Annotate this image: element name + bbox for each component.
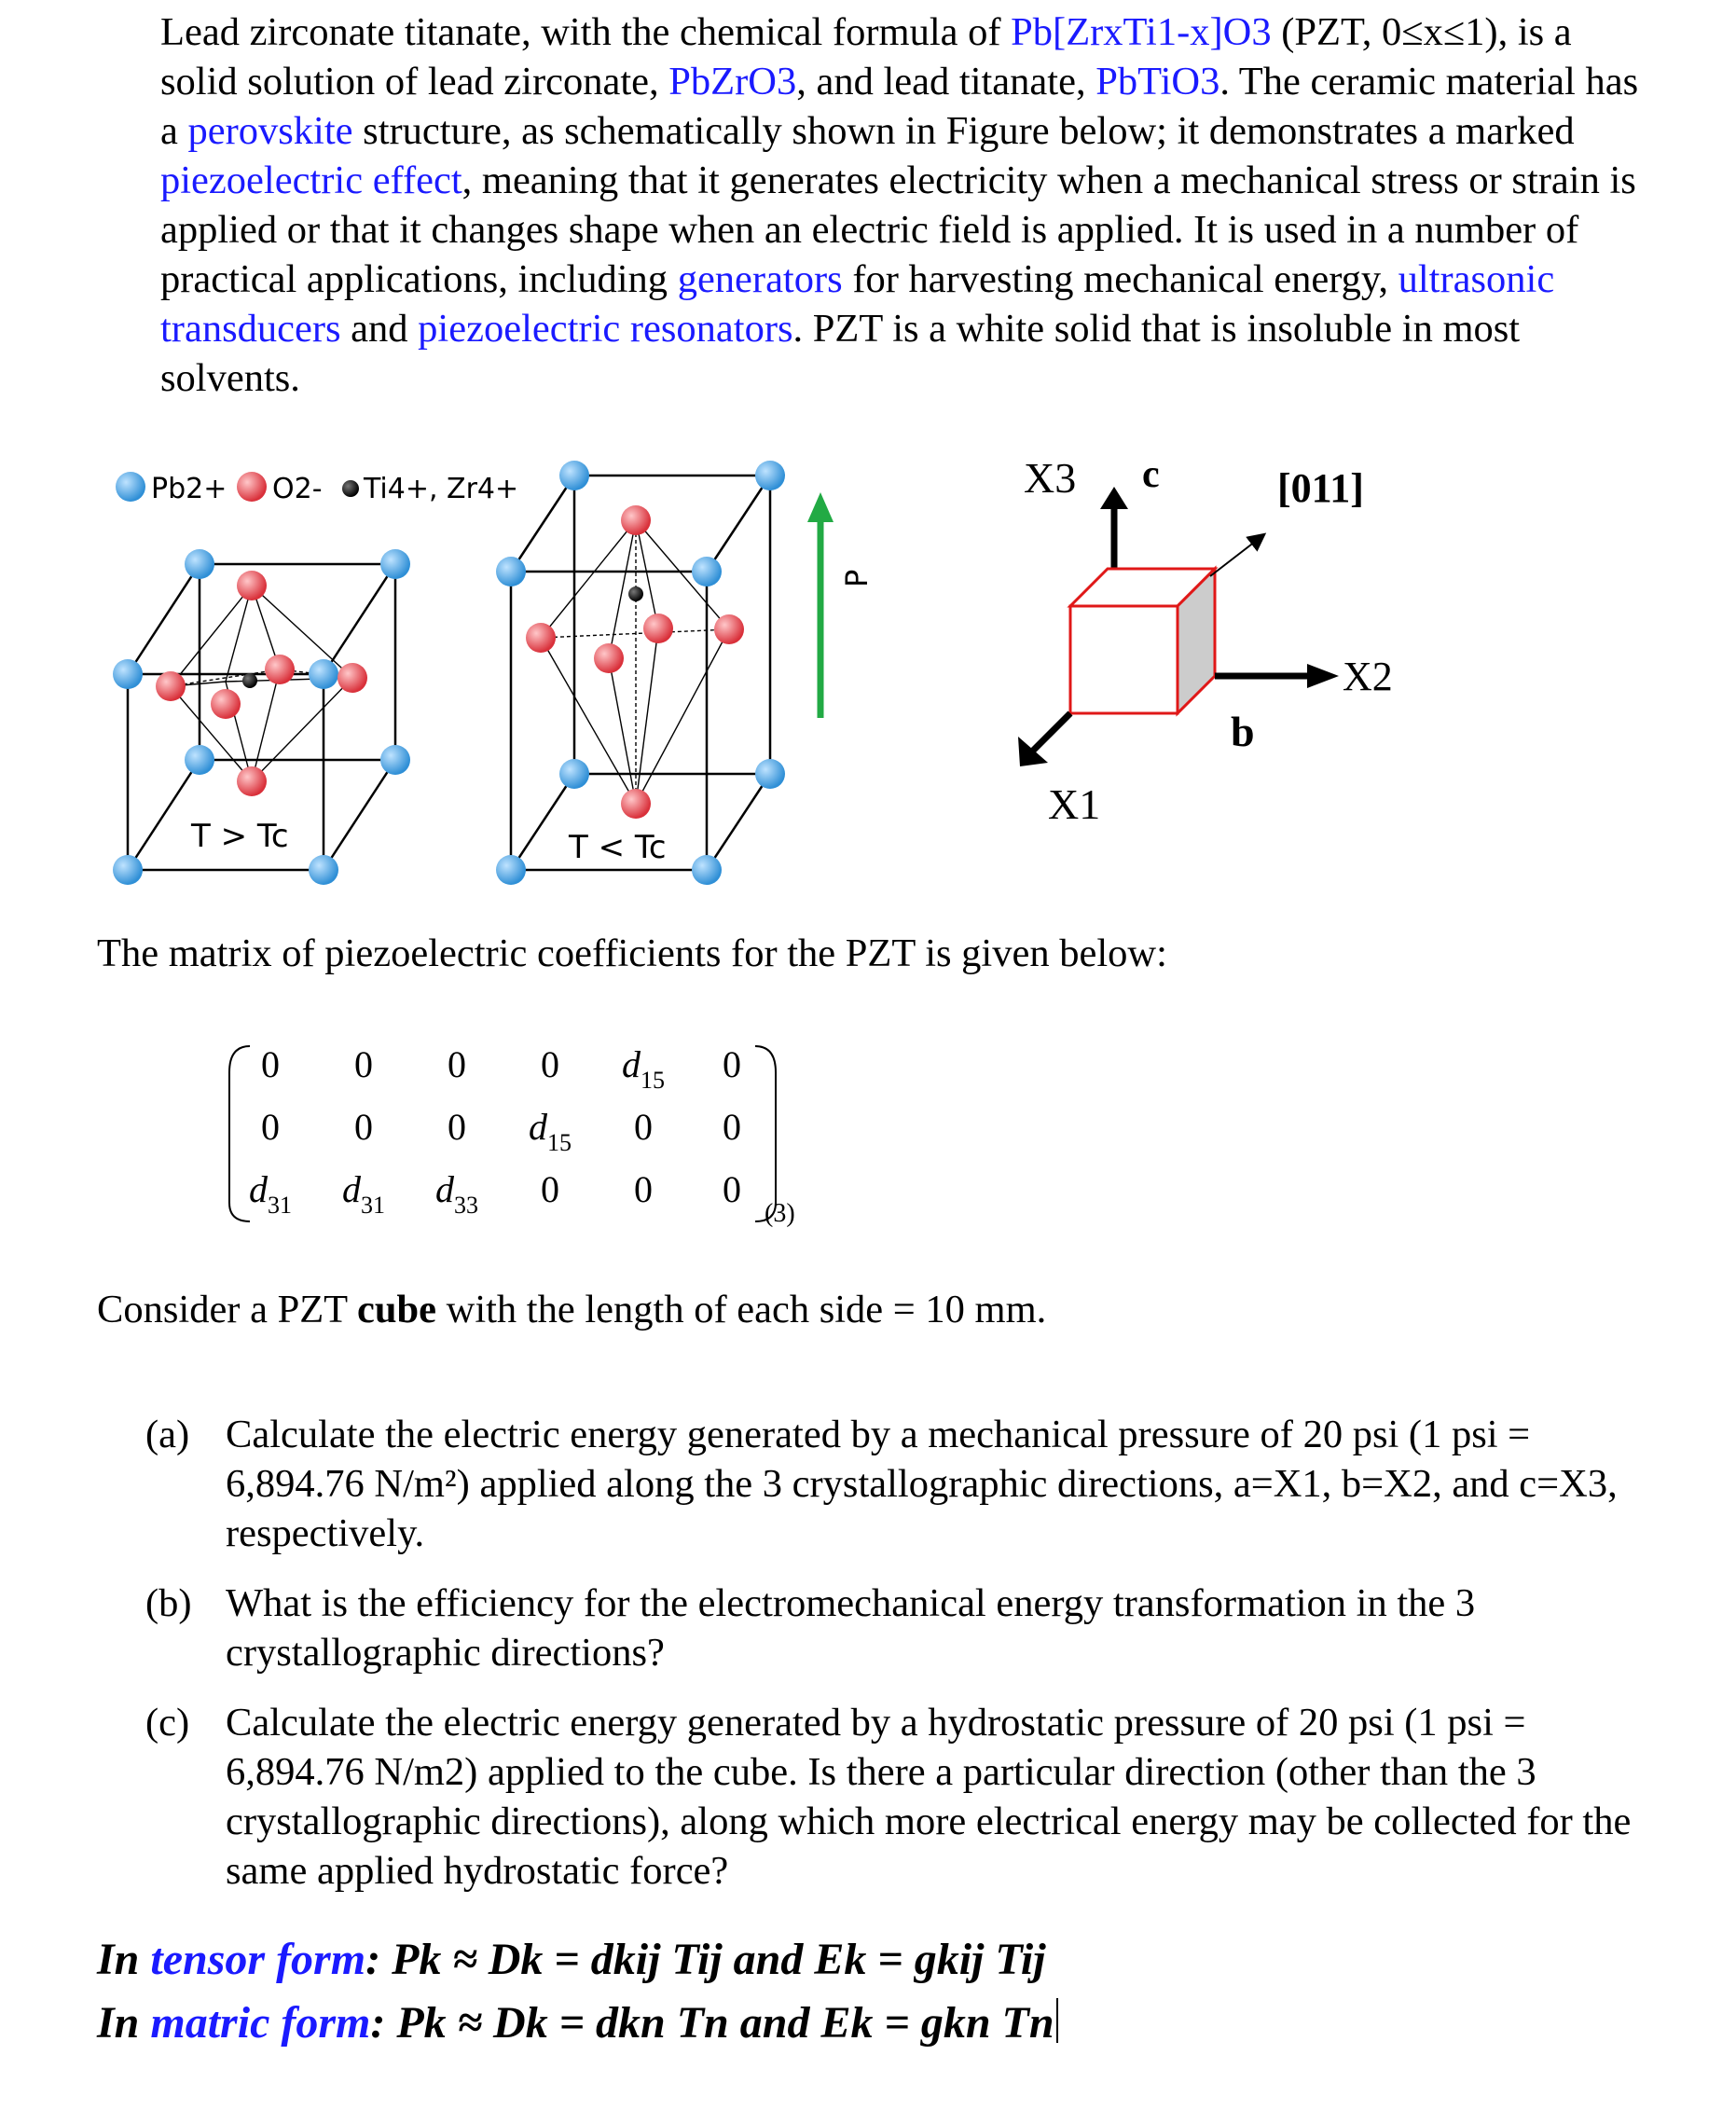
question-c	[145, 1698, 1669, 1896]
matrix-cell-r1-c3: 0	[448, 1043, 466, 1085]
legend-ti-label: Ti4+, Zr4+	[364, 473, 519, 505]
ultrasonic-transducers-link[interactable]: ultrasonic transducers	[160, 257, 1555, 351]
matrix-cell-r1-c1: 0	[261, 1043, 280, 1085]
matric-form-row	[97, 1992, 1058, 2055]
piezoelectric-effect-link[interactable]: piezoelectric effect	[160, 159, 462, 202]
intro-text: structure, as schematically shown in Figure below; it demonstrates a marked	[352, 109, 1575, 153]
formula-pzt-link[interactable]: Pb[ZrxTi1-x]O3	[1011, 10, 1272, 54]
matrix-cell-r3-c3: $d_{33}$	[435, 1168, 478, 1219]
intro-text: for harvesting mechanical energy,	[842, 257, 1398, 301]
matrix-left-bracket	[229, 1046, 250, 1221]
intro-text: and	[340, 307, 419, 351]
matric-form-link[interactable]: matric form	[150, 1998, 371, 2048]
text-cursor	[1056, 1998, 1058, 2043]
crystal-axes-diagram	[1018, 487, 1339, 766]
intro-text: , and lead titanate,	[796, 60, 1096, 103]
tensor-form-equation: : Pk ≈ Dk = dkij Tij and Ek = gkij Tij	[365, 1935, 1046, 1984]
legend-pb-ball-icon	[116, 472, 145, 502]
label-t-above-tc: T > Tc	[191, 818, 289, 855]
axis-x1-label: X1	[1048, 780, 1101, 828]
question-c-text: Calculate the electric energy generated by a hydrostatic pressure of 20 psi (1 psi = 6,894.76 N/m2) applied to the cube. Is there a particular direction (other than the 3 crystallographic directions), along which more electrical energy may be collected for the same applied hydrostatic force?	[226, 1701, 1632, 1893]
matrix-cell-r3-c5: 0	[634, 1168, 653, 1210]
intro-text: Lead zirconate titanate, with the chemical formula of	[160, 10, 1012, 54]
matrix-canvas	[224, 1035, 802, 1240]
intro-paragraph	[160, 7, 1652, 403]
matrix-cell-r2-c3: 0	[448, 1106, 466, 1148]
matrix-cell-r3-c2: $d_{31}$	[342, 1168, 385, 1219]
matrix-cell-r2-c6: 0	[723, 1106, 741, 1148]
equation-number: (3)	[765, 1199, 795, 1228]
perovskite-link[interactable]: perovskite	[187, 109, 353, 153]
pbzro3-link[interactable]: PbZrO3	[668, 60, 797, 103]
form-prefix: In	[97, 1998, 151, 2048]
intro-text: . The ceramic material has a	[160, 60, 1639, 153]
matrix-cell-r3-c6: 0	[723, 1168, 741, 1210]
form-prefix: In	[97, 1935, 151, 1984]
matrix-cell-r1-c5: $d_{15}$	[622, 1043, 665, 1094]
consider-statement	[97, 1287, 1046, 1332]
label-t-below-tc: T < Tc	[569, 829, 667, 866]
matrix-cell-r2-c2: 0	[354, 1106, 373, 1148]
legend-o-label: O2-	[272, 473, 323, 505]
question-a-text: Calculate the electric energy generated by a mechanical pressure of 20 psi (1 psi = 6,894.76 N/m²) applied along the 3 crystallographic directions, a=X1, b=X2, and c=X3, respectively.	[226, 1413, 1618, 1555]
axis-c-label: c	[1142, 453, 1160, 496]
pbtio3-link[interactable]: PbTiO3	[1095, 60, 1220, 103]
matrix-intro-text: The matrix of piezoelectric coefficients for the PZT is given below:	[97, 931, 1167, 975]
matrix-cell-r3-c4: 0	[541, 1168, 559, 1210]
tetragonal-ions	[496, 461, 785, 885]
legend-pb-label: Pb2+	[151, 473, 227, 505]
matrix-cell-r2-c4: $d_{15}$	[529, 1106, 572, 1156]
consider-bold-word: cube	[357, 1288, 436, 1331]
polarization-arrow-icon	[807, 492, 834, 718]
question-a-label: (a)	[145, 1413, 190, 1456]
question-b	[145, 1579, 1669, 1677]
axis-x3-label: X3	[1024, 454, 1077, 502]
tensor-form-link[interactable]: tensor form	[150, 1935, 366, 1984]
questions-list	[145, 1410, 1669, 1916]
matrix-cell-r2-c1: 0	[261, 1106, 280, 1148]
question-b-label: (b)	[145, 1581, 192, 1625]
matrix-right-bracket	[755, 1046, 776, 1221]
figure-canvas	[0, 438, 1736, 923]
legend-o-ball-icon	[237, 472, 267, 502]
matrix-cell-r2-c5: 0	[634, 1106, 653, 1148]
coefficient-matrix	[224, 1035, 802, 1240]
axis-011-label: [011]	[1277, 465, 1364, 511]
intro-text: (PZT, 0≤x≤1), is a solid solution of lead zirconate,	[160, 10, 1572, 103]
matrix-cell-r3-c1: $d_{31}$	[249, 1168, 292, 1219]
question-b-text: What is the efficiency for the electromechanical energy transformation in the 3 crystallographic directions?	[226, 1581, 1476, 1675]
legend-ti-ball-icon	[342, 480, 359, 497]
tensor-form-row	[97, 1928, 1058, 1992]
question-a	[145, 1410, 1669, 1558]
axis-x2-label: X2	[1343, 654, 1393, 699]
consider-text: Consider a PZT	[97, 1288, 357, 1331]
matrix-cell-r1-c6: 0	[723, 1043, 741, 1085]
intro-text: , meaning that it generates electricity when a mechanical stress or strain is applied or that it changes shape when an electric field is applied. It is used in a number of practical applications, including	[160, 159, 1636, 301]
piezoelectric-resonators-link[interactable]: piezoelectric resonators	[418, 307, 793, 351]
question-c-label: (c)	[145, 1701, 190, 1745]
generators-link[interactable]: generators	[677, 257, 843, 301]
matrix-cell-r1-c4: 0	[541, 1043, 559, 1085]
equation-forms	[97, 1928, 1058, 2055]
axis-b-label: b	[1231, 708, 1255, 755]
perovskite-figure	[0, 438, 1736, 923]
matrix-cell-r1-c2: 0	[354, 1043, 373, 1085]
matric-form-equation: : Pk ≈ Dk = dkn Tn and Ek = gkn Tn	[370, 1998, 1054, 2048]
polarization-label: P	[839, 569, 875, 587]
consider-text: with the length of each side = 10 mm.	[436, 1288, 1047, 1331]
intro-text: . PZT is a white solid that is insoluble in most solvents.	[160, 307, 1521, 400]
